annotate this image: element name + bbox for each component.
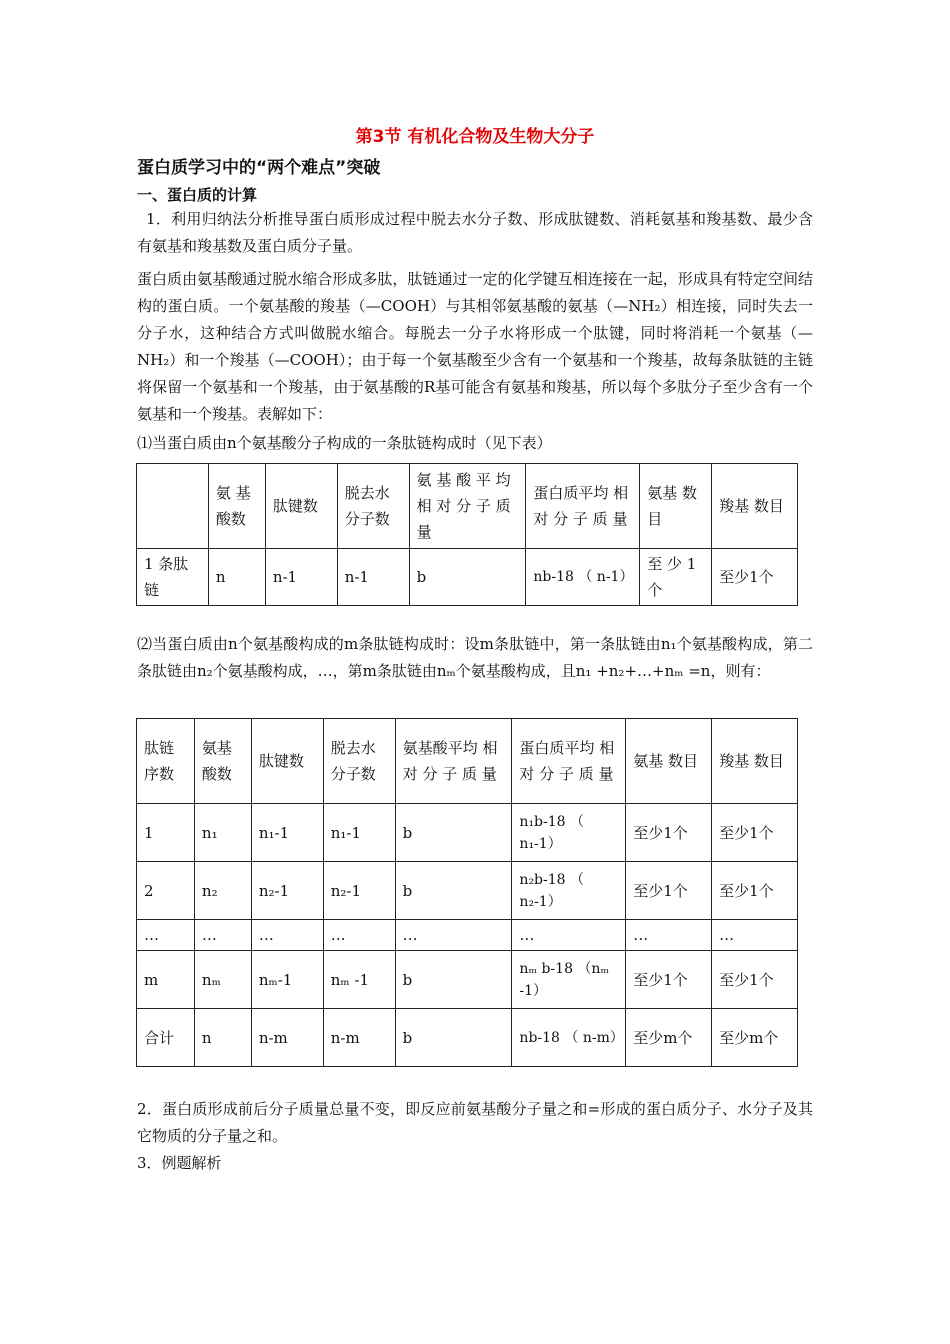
- table-cell: b: [409, 549, 526, 606]
- table-header-cell: 脱去水 分子数: [323, 719, 395, 804]
- table-cell: 至少1个: [626, 804, 712, 862]
- point-2-text: 2．蛋白质形成前后分子质量总量不变，即反应前氨基酸分子量之和=形成的蛋白质分子、水分子及其它物质的分子量之和。: [137, 1100, 813, 1145]
- point-3-text: 3．例题解析: [137, 1154, 222, 1172]
- table-header-row: [137, 719, 798, 804]
- table-cell: nₘ: [194, 951, 251, 1009]
- table-cell: b: [395, 951, 512, 1009]
- point-1-text: 1．利用归纳法分析推导蛋白质形成过程中脱去水分子数、形成肽键数、消耗氨基和羧基数、最少含有氨基和羧基数及蛋白质分子量。: [137, 210, 813, 255]
- table-header-cell: [137, 464, 209, 549]
- table-cell: 至少1个: [712, 862, 798, 920]
- table-cell: nₘ -1: [323, 951, 395, 1009]
- table-row: [137, 1009, 798, 1067]
- table-header-cell: 羧基 数目: [712, 464, 798, 549]
- table-cell: m: [137, 951, 195, 1009]
- table-header-cell: 氨基 数目: [640, 464, 712, 549]
- table-cell: n: [208, 549, 265, 606]
- table-cell: b: [395, 804, 512, 862]
- table-cell: 至少1个: [626, 951, 712, 1009]
- table-row: [137, 804, 798, 862]
- table-row: [137, 920, 798, 951]
- table-cell: n-m: [251, 1009, 323, 1067]
- table-cell: n₂b-18 （ n₂-1）: [512, 862, 626, 920]
- explanation-text: 蛋白质由氨基酸通过脱水缩合形成多肽，肽链通过一定的化学键互相连接在一起，形成具有特定空间结构的蛋白质。一个氨基酸的羧基（—COOH）与其相邻氨基酸的氨基（—NH₂）相连接，同时失去一分子水，这种结合方式叫做脱水缩合。每脱去一分子水将形成一个肽键，同时将消耗一个氨基（—NH₂）和一个羧基（—COOH）；由于每一个氨基酸至少含有一个氨基和一个羧基，故每条肽链的主链将保留一个氨基和一个羧基，由于氨基酸的R基可能含有氨基和羧基，所以每个多肽分子至少含有一个氨基和一个羧基。表解如下：: [137, 270, 813, 423]
- multi-chain-table: [136, 718, 798, 1067]
- table-row: [137, 862, 798, 920]
- table-cell: …: [626, 920, 712, 951]
- table-cell: n₁b-18 （ n₁-1）: [512, 804, 626, 862]
- table-header-cell: 肽键数: [251, 719, 323, 804]
- table-cell: …: [512, 920, 626, 951]
- table-header-cell: 肽键数: [265, 464, 337, 549]
- table-cell: n-1: [265, 549, 337, 606]
- table-cell: n₁-1: [251, 804, 323, 862]
- section-heading: 一、蛋白质的计算: [137, 186, 258, 204]
- table-header-cell: 羧基 数目: [712, 719, 798, 804]
- table-cell: n₁: [194, 804, 251, 862]
- table-cell: nb-18 （ n-m）: [512, 1009, 626, 1067]
- table-cell: 至少1个: [712, 804, 798, 862]
- table-cell: 2: [137, 862, 195, 920]
- case-2-text: ⑵当蛋白质由n个氨基酸构成的m条肽链构成时：设m条肽链中，第一条肽链由n₁个氨基酸构成，第二条肽链由n₂个氨基酸构成，…，第m条肽链由nₘ个氨基酸构成，且n₁ +n₂+…+nₘ =n，则有：: [137, 635, 813, 680]
- table-cell: b: [395, 862, 512, 920]
- table-cell: …: [395, 920, 512, 951]
- table-cell: n-m: [323, 1009, 395, 1067]
- table-row: [137, 549, 798, 606]
- table-header-cell: 蛋白质平均 相 对 分 子 质 量: [526, 464, 640, 549]
- table-header-cell: 氨基 数目: [626, 719, 712, 804]
- table-cell: …: [323, 920, 395, 951]
- table-cell: …: [137, 920, 195, 951]
- case-1-text: ⑴当蛋白质由n个氨基酸分子构成的一条肽链构成时（见下表）: [137, 434, 552, 452]
- table-row: [137, 951, 798, 1009]
- table-header-cell: 氨 基 酸 平 均 相 对 分 子 质 量: [409, 464, 526, 549]
- table-cell: 至少1个: [712, 951, 798, 1009]
- table-cell: 至少m个: [712, 1009, 798, 1067]
- table-cell: …: [194, 920, 251, 951]
- table-header-row: [137, 464, 798, 549]
- table-header-cell: 氨基 酸数: [194, 719, 251, 804]
- single-chain-table: [136, 463, 798, 606]
- table-cell: nₘ b-18 （nₘ -1）: [512, 951, 626, 1009]
- table-cell: 至少1个: [712, 549, 798, 606]
- table-cell: nₘ-1: [251, 951, 323, 1009]
- table-cell: 1: [137, 804, 195, 862]
- table-header-cell: 脱去水分子数: [337, 464, 409, 549]
- table-cell: …: [251, 920, 323, 951]
- table-header-cell: 氨基酸平均 相 对 分 子 质 量: [395, 719, 512, 804]
- table-cell: n₁-1: [323, 804, 395, 862]
- table-header-cell: 蛋白质平均 相 对 分 子 质 量: [512, 719, 626, 804]
- table-cell: n-1: [337, 549, 409, 606]
- table-cell: n₂: [194, 862, 251, 920]
- table-cell: 至少1个: [626, 862, 712, 920]
- table-cell: n₂-1: [251, 862, 323, 920]
- table-cell: nb-18 （ n-1）: [526, 549, 640, 606]
- table-cell: …: [712, 920, 798, 951]
- table-cell: b: [395, 1009, 512, 1067]
- table-cell: 1 条肽 链: [137, 549, 209, 606]
- table-cell: 至 少 1 个: [640, 549, 712, 606]
- article-heading: 蛋白质学习中的“两个难点”突破: [137, 158, 381, 178]
- table-cell: 至少m个: [626, 1009, 712, 1067]
- page-title: 第3节 有机化合物及生物大分子: [355, 127, 595, 147]
- table-header-cell: 肽链 序数: [137, 719, 195, 804]
- table-header-cell: 氨 基 酸数: [208, 464, 265, 549]
- table-cell: 合计: [137, 1009, 195, 1067]
- table-cell: n: [194, 1009, 251, 1067]
- table-cell: n₂-1: [323, 862, 395, 920]
